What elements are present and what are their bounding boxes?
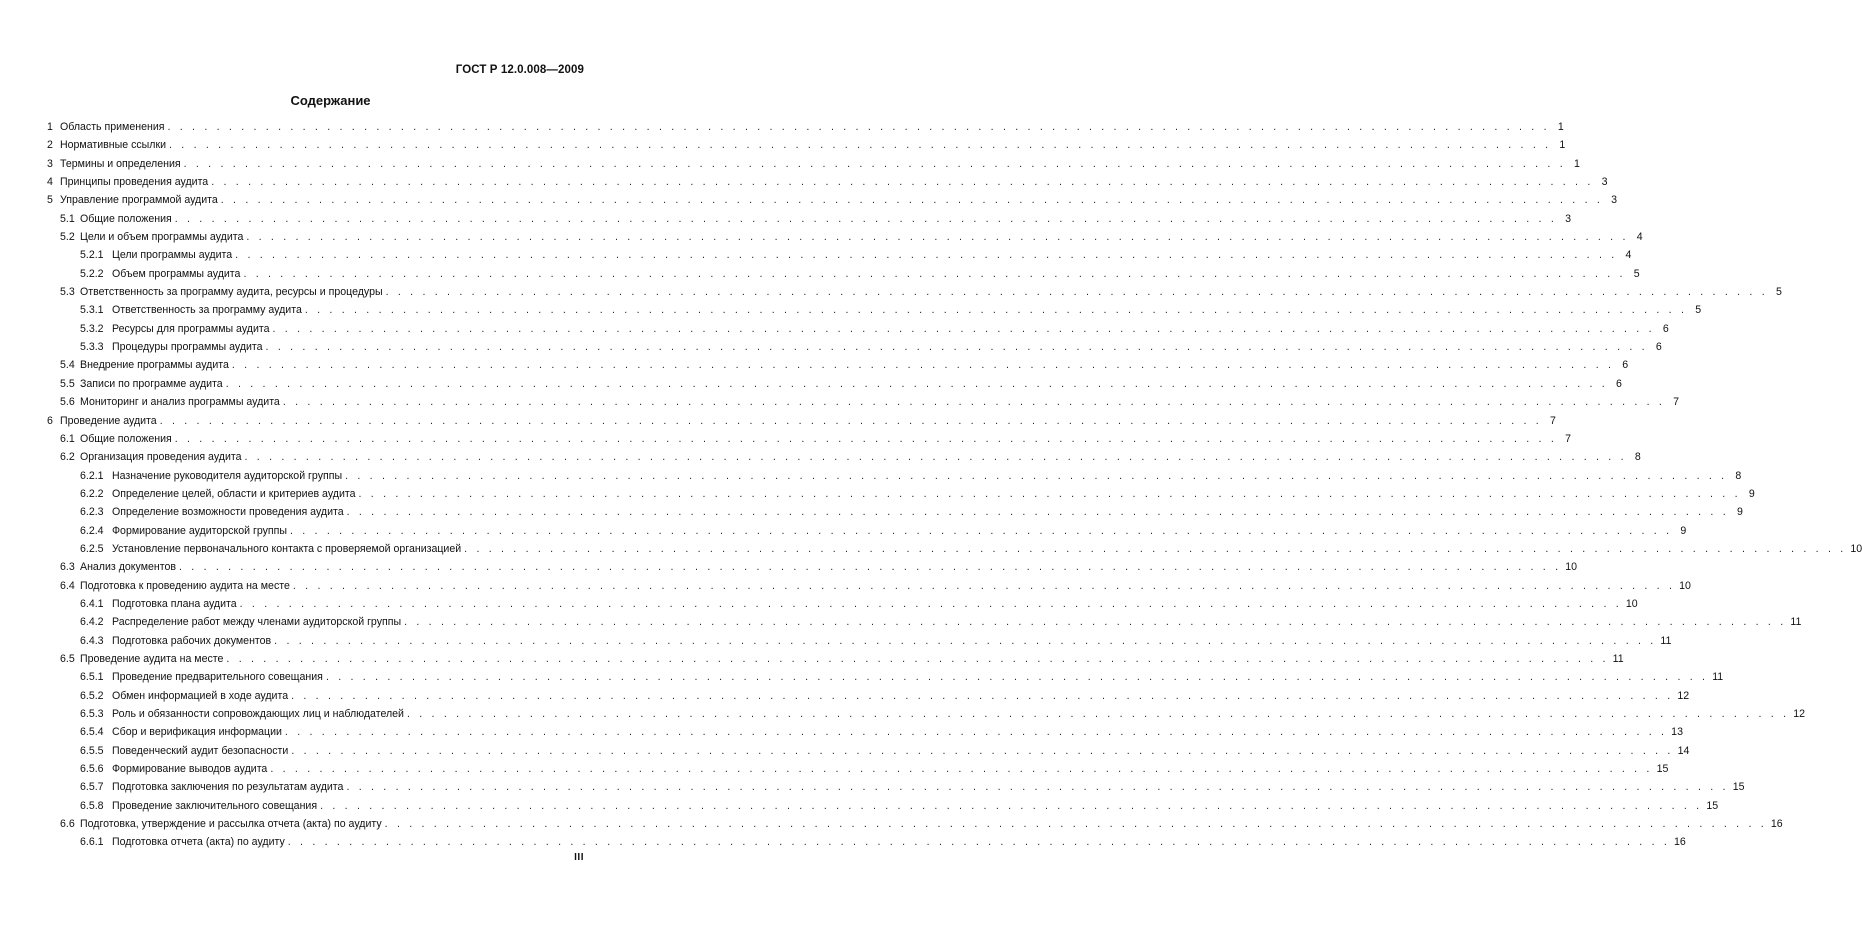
toc-entry[interactable] [47, 797, 1719, 815]
toc-entry-number: 4 [47, 176, 53, 189]
toc-entry-title: Общие положения [80, 212, 172, 225]
toc-entry[interactable] [47, 613, 1802, 631]
toc-entry-title: Проведение предварительного совещания [112, 671, 323, 684]
toc-entry-number: 5.2.1 [80, 249, 104, 262]
toc-dot-leader [160, 412, 1542, 430]
toc-entry-title: Подготовка плана аудита [112, 597, 237, 610]
toc-entry-number: 6.4.2 [80, 616, 104, 629]
toc-entry-number: 2 [47, 139, 53, 152]
toc-entry-number: 6.5.7 [80, 781, 104, 794]
toc-dot-leader [246, 228, 1628, 246]
toc-entry-title: Внедрение программы аудита [80, 359, 229, 372]
toc-entry-title: Мониторинг и анализ программы аудита [80, 396, 280, 409]
toc-entry[interactable] [47, 173, 1608, 191]
toc-dot-leader [169, 136, 1551, 154]
toc-entry-page: 6 [1622, 359, 1629, 372]
toc-entry-number: 5.1 [60, 212, 75, 225]
toc-entry[interactable] [47, 118, 1564, 136]
toc-dot-leader [211, 173, 1593, 191]
toc-entry-title: Обмен информацией в ходе аудита [112, 689, 289, 702]
toc-entry-page: 12 [1677, 689, 1690, 702]
toc-entry[interactable] [47, 283, 1782, 301]
toc-entry[interactable] [47, 833, 1686, 851]
toc-entry-number: 5.3.3 [80, 341, 104, 354]
toc-entry-number: 6.5.1 [80, 671, 104, 684]
toc-dot-leader [283, 393, 1665, 411]
toc-entry[interactable] [47, 778, 1745, 796]
toc-entry[interactable] [47, 632, 1672, 650]
toc-dot-leader [167, 118, 1549, 136]
toc-entry-page: 8 [1634, 451, 1641, 464]
toc-entry-title: Сбор и верификация информации [112, 726, 282, 739]
document-number: ГОСТ Р 12.0.008—2009 [455, 64, 584, 76]
toc-entry[interactable] [47, 595, 1638, 613]
toc-dot-leader [226, 650, 1608, 668]
toc-entry-page: 6 [1655, 341, 1662, 354]
toc-entry-title: Определение возможности проведения аудита [112, 506, 344, 519]
toc-entry-number: 6.5.5 [80, 744, 104, 757]
toc-entry-page: 5 [1695, 304, 1702, 317]
toc-dot-leader [404, 613, 1786, 631]
toc-dot-leader [243, 265, 1625, 283]
toc-entry[interactable] [47, 136, 1566, 154]
toc-entry-number: 6.4 [60, 579, 75, 592]
toc-dot-leader [305, 301, 1687, 319]
toc-entry-page: 11 [1712, 671, 1724, 684]
toc-entry-page: 3 [1611, 194, 1618, 207]
toc-dot-leader [226, 375, 1608, 393]
toc-entry-number: 6.2.2 [80, 487, 104, 500]
toc-entry-title: Подготовка к проведению аудита на месте [80, 579, 290, 592]
toc-entry-page: 15 [1732, 781, 1745, 794]
toc-dot-leader [184, 155, 1566, 173]
table-of-contents [47, 118, 1862, 852]
toc-entry-page: 16 [1674, 836, 1686, 849]
toc-entry-number: 6.3 [60, 561, 75, 574]
toc-entry-title: Цели и объем программы аудита [80, 231, 244, 244]
toc-entry-number: 6.5.3 [80, 708, 104, 720]
toc-entry-number: 6.6 [60, 818, 75, 831]
toc-entry-page: 11 [1612, 652, 1624, 665]
toc-entry-number: 6.5.8 [80, 799, 104, 812]
toc-entry-number: 5.3.1 [80, 304, 104, 317]
toc-dot-leader [245, 448, 1627, 466]
toc-entry-number: 6.2.5 [80, 542, 104, 555]
page-number: III [574, 852, 584, 863]
toc-entry-number: 1 [47, 121, 53, 133]
toc-dot-leader [347, 503, 1729, 521]
toc-entry-page: 7 [1673, 396, 1680, 409]
toc-dot-leader [274, 632, 1656, 650]
toc-entry-title: Записи по программе аудита [80, 377, 223, 390]
toc-dot-leader [359, 485, 1741, 503]
toc-entry[interactable] [47, 338, 1662, 356]
toc-entry[interactable] [47, 246, 1632, 264]
toc-entry[interactable] [47, 448, 1641, 466]
toc-entry-number: 6.1 [60, 432, 75, 445]
toc-entry[interactable] [47, 742, 1690, 760]
toc-dot-leader [288, 833, 1670, 851]
toc-entry-title: Роль и обязанности сопровождающих лиц и наблюдателей [112, 708, 404, 720]
toc-entry[interactable] [47, 558, 1578, 576]
toc-entry-page: 14 [1677, 744, 1690, 757]
toc-heading: Содержание [290, 93, 371, 108]
toc-dot-leader [407, 705, 1789, 723]
toc-entry-title: Формирование выводов аудита [112, 763, 268, 776]
toc-entry-page: 11 [1660, 634, 1672, 647]
toc-entry-page: 1 [1557, 121, 1564, 133]
toc-entry-page: 7 [1550, 414, 1556, 427]
toc-entry-page: 5 [1775, 286, 1782, 299]
toc-entry-number: 6 [47, 414, 53, 427]
toc-entry-title: Подготовка отчета (акта) по аудиту [112, 836, 285, 849]
toc-dot-leader [320, 797, 1702, 815]
toc-entry-title: Общие положения [80, 432, 172, 445]
toc-dot-leader [175, 430, 1557, 448]
toc-entry-title: Принципы проведения аудита [60, 176, 209, 189]
toc-entry-title: Организация проведения аудита [80, 451, 242, 464]
toc-entry[interactable] [47, 815, 1783, 833]
toc-entry[interactable] [47, 503, 1743, 521]
toc-entry-page: 15 [1706, 799, 1719, 812]
toc-entry-page: 7 [1565, 432, 1571, 445]
toc-entry-number: 6.5.6 [80, 763, 104, 776]
toc-entry[interactable] [47, 265, 1640, 283]
toc-entry[interactable] [47, 522, 1687, 540]
toc-entry[interactable] [47, 393, 1680, 411]
toc-entry-page: 11 [1790, 616, 1802, 629]
toc-entry-page: 4 [1636, 231, 1643, 244]
toc-entry[interactable] [47, 705, 1806, 723]
toc-entry-page: 16 [1770, 818, 1783, 831]
toc-entry-title: Нормативные ссылки [60, 139, 167, 152]
toc-entry-page: 5 [1633, 267, 1640, 280]
toc-entry-number: 3 [47, 157, 53, 170]
toc-entry-number: 5 [47, 194, 53, 207]
toc-entry-title: Объем программы аудита [112, 267, 241, 280]
toc-entry-title: Область применения [60, 121, 165, 133]
toc-entry[interactable] [47, 723, 1683, 741]
toc-entry-page: 15 [1656, 763, 1669, 776]
toc-dot-leader [386, 283, 1768, 301]
toc-dot-leader [179, 558, 1561, 576]
toc-entry-number: 6.4.3 [80, 634, 104, 647]
toc-entry-title: Подготовка рабочих документов [112, 634, 272, 647]
toc-entry-number: 5.4 [60, 359, 75, 372]
toc-entry-page: 10 [1625, 597, 1638, 610]
toc-entry-title: Термины и определения [60, 157, 181, 170]
toc-entry-page: 10 [1679, 579, 1691, 592]
toc-dot-leader [326, 668, 1708, 686]
toc-dot-leader [270, 760, 1652, 778]
toc-entry[interactable] [47, 356, 1629, 374]
toc-entry[interactable] [47, 540, 1862, 558]
toc-entry-title: Ресурсы для программы аудита [112, 322, 270, 335]
toc-dot-leader [221, 191, 1603, 209]
toc-dot-leader [293, 577, 1675, 595]
toc-entry-number: 6.5 [60, 652, 75, 665]
toc-entry-title: Проведение аудита [60, 414, 157, 427]
toc-dot-leader [175, 210, 1557, 228]
toc-entry-number: 6.2 [60, 451, 75, 464]
toc-entry-number: 5.5 [60, 377, 75, 390]
toc-entry-page: 6 [1662, 322, 1669, 335]
toc-entry-title: Определение целей, области и критериев аудита [112, 487, 356, 500]
toc-entry-title: Анализ документов [80, 561, 176, 574]
toc-dot-leader [266, 338, 1648, 356]
toc-entry-number: 6.5.2 [80, 689, 104, 702]
toc-entry-title: Установление первоначального контакта с проверяемой организацией [112, 542, 462, 555]
toc-entry[interactable] [47, 210, 1571, 228]
toc-entry-number: 6.2.1 [80, 469, 104, 482]
toc-entry-page: 1 [1573, 157, 1580, 170]
toc-entry[interactable] [47, 320, 1669, 338]
toc-dot-leader [464, 540, 1846, 558]
toc-entry-title: Распределение работ между членами аудиторской группы [112, 616, 402, 629]
toc-entry[interactable] [47, 301, 1702, 319]
toc-dot-leader [232, 356, 1614, 374]
toc-entry-number: 6.2.3 [80, 506, 104, 519]
toc-entry[interactable] [47, 760, 1669, 778]
toc-entry[interactable] [47, 430, 1571, 448]
toc-entry-title: Назначение руководителя аудиторской группы [112, 469, 343, 482]
toc-entry-number: 6.2.4 [80, 524, 104, 537]
toc-entry[interactable] [47, 191, 1618, 209]
toc-entry[interactable] [47, 228, 1643, 246]
toc-entry-number: 5.3.2 [80, 322, 104, 335]
toc-entry-page: 12 [1793, 708, 1806, 720]
toc-entry-page: 1 [1559, 139, 1566, 152]
toc-entry-title: Ответственность за программу аудита [112, 304, 302, 317]
toc-entry[interactable] [47, 155, 1580, 173]
toc-entry-page: 6 [1616, 377, 1622, 390]
toc-dot-leader [240, 595, 1622, 613]
toc-entry-page: 3 [1601, 176, 1608, 189]
toc-dot-leader [345, 467, 1727, 485]
toc-dot-leader [273, 320, 1655, 338]
toc-entry-number: 5.3 [60, 286, 75, 299]
toc-entry-title: Подготовка заключения по результатам аудита [112, 781, 344, 794]
toc-entry-page: 10 [1565, 561, 1578, 574]
toc-entry[interactable] [47, 687, 1690, 705]
toc-entry-number: 6.4.1 [80, 597, 104, 610]
toc-entry-number: 5.2 [60, 231, 75, 244]
toc-entry-title: Подготовка, утверждение и рассылка отчета (акта) по аудиту [80, 818, 382, 831]
toc-entry-page: 9 [1680, 524, 1687, 537]
toc-entry-number: 6.6.1 [80, 836, 104, 849]
toc-entry-page: 10 [1850, 542, 1862, 555]
toc-entry-page: 3 [1565, 212, 1571, 225]
toc-entry-title: Цели программы аудита [112, 249, 233, 262]
toc-dot-leader [346, 778, 1728, 796]
toc-dot-leader [285, 723, 1667, 741]
toc-entry-title: Формирование аудиторской группы [112, 524, 287, 537]
toc-entry[interactable] [47, 668, 1724, 686]
toc-entry-title: Ответственность за программу аудита, ресурсы и процедуры [80, 286, 383, 299]
toc-entry-page: 13 [1671, 726, 1683, 739]
toc-dot-leader [291, 742, 1673, 760]
toc-dot-leader [291, 687, 1673, 705]
toc-entry[interactable] [47, 412, 1556, 430]
toc-entry-page: 8 [1735, 469, 1742, 482]
toc-entry-number: 5.2.2 [80, 267, 104, 280]
toc-entry-title: Проведение аудита на месте [80, 652, 224, 665]
toc-entry-title: Поведенческий аудит безопасности [112, 744, 289, 757]
toc-entry[interactable] [47, 485, 1755, 503]
toc-dot-leader [235, 246, 1617, 264]
toc-dot-leader [290, 522, 1672, 540]
toc-entry[interactable] [47, 650, 1624, 668]
toc-entry[interactable] [47, 375, 1622, 393]
toc-entry-page: 9 [1748, 487, 1755, 500]
toc-dot-leader [385, 815, 1767, 833]
toc-entry-number: 5.6 [60, 396, 75, 409]
toc-entry-title: Проведение заключительного совещания [112, 799, 318, 812]
toc-entry[interactable] [47, 577, 1691, 595]
toc-entry-page: 4 [1625, 249, 1632, 262]
toc-entry-number: 6.5.4 [80, 726, 104, 739]
toc-entry-title: Управление программой аудита [60, 194, 218, 207]
toc-entry-page: 9 [1736, 506, 1743, 519]
toc-entry[interactable] [47, 467, 1742, 485]
toc-entry-title: Процедуры программы аудита [112, 341, 263, 354]
